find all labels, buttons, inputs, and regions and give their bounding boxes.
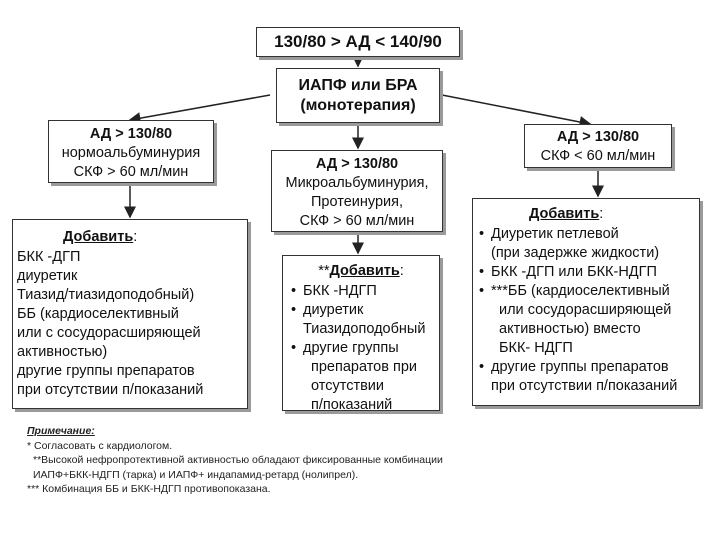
right-add-box — [472, 198, 700, 406]
monotherapy-label: (монотерапия) — [300, 97, 416, 114]
center-add-item: препаратов при — [311, 359, 417, 375]
footnotes — [27, 424, 443, 497]
right-add-heading: Добавить — [529, 206, 600, 222]
center-condition-gfr: СКФ > 60 мл/мин — [299, 213, 415, 229]
footnote-1: * Согласовать с кардиологом. — [27, 439, 173, 452]
left-condition-box — [48, 120, 214, 183]
center-condition-bp: АД > 130/80 — [315, 156, 399, 172]
left-add-item: БКК -ДГП — [17, 249, 81, 265]
center-condition-proteinuria: Протеинурия, — [310, 194, 403, 210]
right-add-item: при отсутствии п/показаний — [491, 378, 678, 394]
right-add-colon: : — [599, 206, 604, 222]
center-add-item: отсутствии — [311, 378, 384, 394]
left-add-box — [12, 219, 248, 409]
left-add-heading: Добавить — [63, 229, 134, 245]
arrow-therapy-to-right — [442, 95, 590, 124]
left-add-colon: : — [133, 229, 138, 245]
center-add-item: другие группы — [303, 340, 399, 356]
right-add-item: другие группы препаратов — [491, 359, 669, 375]
left-add-item: другие группы препаратов — [17, 363, 195, 379]
monotherapy-box — [276, 68, 440, 123]
bullet-icon: • — [479, 226, 485, 242]
right-add-item: активностью) вместо — [499, 321, 641, 337]
center-add-box — [282, 255, 440, 411]
left-add-item: или с сосудорасширяющей — [17, 325, 201, 341]
left-add-item: ББ (кардиоселективный — [17, 306, 179, 322]
monotherapy-drugs: ИАПФ или БРА — [298, 77, 418, 94]
right-condition-box — [524, 124, 672, 168]
center-add-item: БКК -НДГП — [303, 283, 377, 299]
bullet-icon: • — [479, 264, 485, 280]
bp-range-box — [256, 27, 460, 57]
left-condition-gfr: СКФ > 60 мл/мин — [73, 164, 189, 180]
right-add-item: или сосудорасширяющей — [499, 302, 672, 318]
center-add-item: п/показаний — [311, 397, 393, 413]
footnotes-heading: Примечание: — [27, 425, 95, 437]
right-add-item: (при задержке жидкости) — [491, 245, 660, 261]
left-add-item: диуретик — [17, 268, 78, 284]
footnote-2-continued: ИАПФ+БКК-НДГП (тарка) и ИАПФ+ индапамид-ретард (нолипрел). — [33, 468, 359, 481]
footnote-2: **Высокой нефропротективной активностью обладают фиксированные комбинации — [33, 454, 443, 466]
bullet-icon: • — [479, 283, 485, 299]
center-add-item: диуретик — [303, 302, 364, 318]
center-add-item: Тиазидоподобный — [303, 321, 426, 337]
right-add-item: Диуретик петлевой — [491, 226, 619, 242]
center-add-prefix: ** — [318, 263, 330, 279]
center-add-heading: Добавить — [329, 263, 400, 279]
left-add-item: Тиазид/тиазидоподобный) — [17, 287, 195, 303]
center-condition-box — [271, 150, 443, 232]
right-add-item: ***ББ (кардиоселективный — [491, 283, 670, 299]
left-add-item: активностью) — [17, 344, 108, 360]
left-condition-albumin: нормоальбуминурия — [61, 145, 201, 161]
arrow-therapy-to-left — [130, 95, 270, 120]
right-condition-gfr: СКФ < 60 мл/мин — [540, 148, 656, 164]
bullet-icon: • — [291, 283, 297, 299]
footnote-3: *** Комбинация ББ и БКК-НДГП противопоказана. — [27, 483, 271, 495]
center-condition-microalbumin: Микроальбуминурия, — [285, 175, 429, 191]
bullet-icon: • — [291, 340, 297, 356]
bullet-icon: • — [291, 302, 297, 318]
bullet-icon: • — [479, 359, 485, 375]
left-add-item: при отсутствии п/показаний — [17, 382, 204, 398]
left-condition-bp: АД > 130/80 — [89, 126, 173, 142]
right-add-item: БКК -ДГП или БКК-НДГП — [491, 264, 657, 280]
center-add-colon: : — [399, 263, 404, 279]
right-condition-bp: АД > 130/80 — [556, 129, 640, 145]
bp-range-text: 130/80 > АД < 140/90 — [274, 32, 442, 51]
right-add-item: БКК- НДГП — [499, 340, 573, 356]
